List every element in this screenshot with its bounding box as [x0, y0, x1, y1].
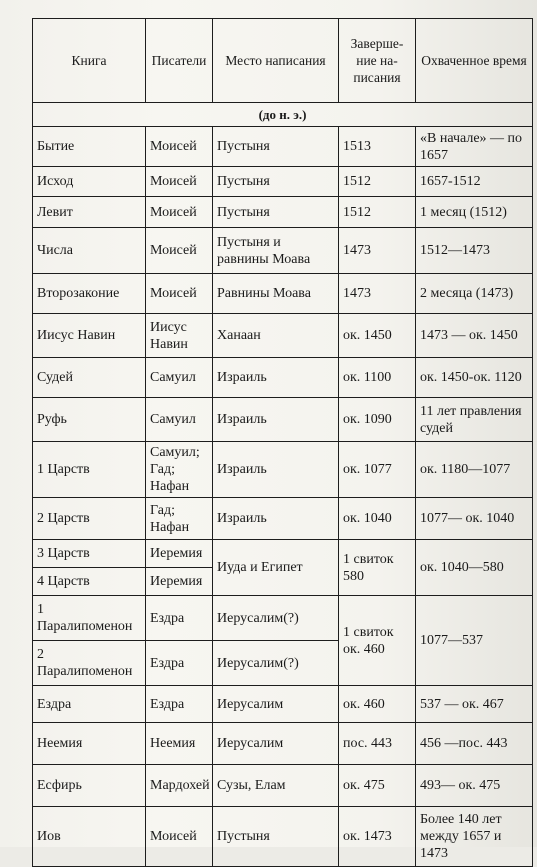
writer-cell: Ездра [146, 596, 213, 641]
place-cell: Пустыня [213, 127, 339, 167]
writer-cell: Самуил [146, 398, 213, 442]
period-cell: 456 —пос. 443 [416, 723, 533, 765]
place-cell: Иерусалим(?) [213, 641, 339, 686]
table-row [33, 765, 533, 807]
writer-cell: Моисей [146, 228, 213, 274]
book-cell: 4 Царств [33, 568, 146, 596]
completed-cell: 1 свиток ок. 460 [339, 596, 416, 686]
book-cell: Судей [33, 358, 146, 398]
book-cell: 2 Царств [33, 498, 146, 540]
period-cell: ок. 1180—1077 [416, 442, 533, 498]
place-cell: Сузы, Елам [213, 765, 339, 807]
book-cell: Числа [33, 228, 146, 274]
table-row [33, 398, 533, 442]
period-cell: 493— ок. 475 [416, 765, 533, 807]
writer-cell: Самуил; Гад; Нафан [146, 442, 213, 498]
completed-cell: ок. 475 [339, 765, 416, 807]
book-cell: 3 Царств [33, 540, 146, 568]
period-cell: 1 месяц (1512) [416, 197, 533, 228]
book-cell: Есфирь [33, 765, 146, 807]
completed-cell: пос. 443 [339, 723, 416, 765]
book-cell: Бытие [33, 127, 146, 167]
completed-cell: ок. 1040 [339, 498, 416, 540]
table-row [33, 442, 533, 498]
table-row [33, 167, 533, 197]
period-cell: ок. 1040—580 [416, 540, 533, 596]
place-cell: Израиль [213, 498, 339, 540]
completed-cell: 1473 [339, 274, 416, 314]
writer-cell: Моисей [146, 167, 213, 197]
place-cell: Иуда и Египет [213, 540, 339, 596]
book-cell: Исход [33, 167, 146, 197]
header-period: Охваченное время [416, 19, 533, 103]
period-cell: 2 месяца (1473) [416, 274, 533, 314]
book-cell: Неемия [33, 723, 146, 765]
table-row [33, 498, 533, 540]
bible-books-table [32, 18, 533, 867]
completed-cell: 1513 [339, 127, 416, 167]
period-cell: 1657-1512 [416, 167, 533, 197]
period-cell: Более 140 лет между 1657 и 1473 [416, 807, 533, 867]
header-place: Место написания [213, 19, 339, 103]
period-cell: 1077— ок. 1040 [416, 498, 533, 540]
place-cell: Иерусалим [213, 723, 339, 765]
header-book: Книга [33, 19, 146, 103]
book-cell: Второзаконие [33, 274, 146, 314]
writer-cell: Моисей [146, 274, 213, 314]
completed-cell: ок. 1077 [339, 442, 416, 498]
place-cell: Пустыня [213, 807, 339, 867]
table-row [33, 686, 533, 723]
completed-cell: 1512 [339, 197, 416, 228]
place-cell: Израиль [213, 442, 339, 498]
writer-cell: Неемия [146, 723, 213, 765]
place-cell: Пустыня и равнины Моава [213, 228, 339, 274]
place-cell: Пустыня [213, 197, 339, 228]
place-cell: Израиль [213, 398, 339, 442]
completed-cell: 1 свиток 580 [339, 540, 416, 596]
writer-cell: Моисей [146, 197, 213, 228]
place-cell: Иерусалим(?) [213, 596, 339, 641]
book-cell: 1 Царств [33, 442, 146, 498]
completed-cell: ок. 460 [339, 686, 416, 723]
completed-cell: ок. 1090 [339, 398, 416, 442]
header-writers: Писатели [146, 19, 213, 103]
completed-cell: ок. 1473 [339, 807, 416, 867]
writer-cell: Ездра [146, 641, 213, 686]
table-row [33, 127, 533, 167]
table-row [33, 314, 533, 358]
header-completed: Заверше-ние на-писания [339, 19, 416, 103]
writer-cell: Моисей [146, 127, 213, 167]
writer-cell: Ездра [146, 686, 213, 723]
period-cell: 537 — ок. 467 [416, 686, 533, 723]
book-cell: 1 Паралипоменон [33, 596, 146, 641]
era-row [33, 103, 533, 127]
table-row [33, 358, 533, 398]
book-cell: Ездра [33, 686, 146, 723]
era-label: (до н. э.) [33, 103, 533, 127]
header-row [33, 19, 533, 103]
period-cell: 1473 — ок. 1450 [416, 314, 533, 358]
completed-cell: ок. 1450 [339, 314, 416, 358]
period-cell: ок. 1450-ок. 1120 [416, 358, 533, 398]
book-cell: 2 Паралипоменон [33, 641, 146, 686]
table-row [33, 807, 533, 867]
table-row [33, 197, 533, 228]
period-cell: 1512—1473 [416, 228, 533, 274]
period-cell: 1077—537 [416, 596, 533, 686]
place-cell: Израиль [213, 358, 339, 398]
place-cell: Ханаан [213, 314, 339, 358]
table-row [33, 540, 533, 568]
writer-cell: Иисус Навин [146, 314, 213, 358]
completed-cell: 1473 [339, 228, 416, 274]
writer-cell: Гад; Нафан [146, 498, 213, 540]
book-cell: Левит [33, 197, 146, 228]
writer-cell: Иеремия [146, 540, 213, 568]
writer-cell: Моисей [146, 807, 213, 867]
table-row [33, 274, 533, 314]
period-cell: «В начале» — по 1657 [416, 127, 533, 167]
writer-cell: Самуил [146, 358, 213, 398]
completed-cell: 1512 [339, 167, 416, 197]
place-cell: Пустыня [213, 167, 339, 197]
writer-cell: Иеремия [146, 568, 213, 596]
place-cell: Равнины Моава [213, 274, 339, 314]
table-row [33, 596, 533, 641]
table-row [33, 723, 533, 765]
book-cell: Иов [33, 807, 146, 867]
table-row [33, 228, 533, 274]
period-cell: 11 лет правления судей [416, 398, 533, 442]
place-cell: Иерусалим [213, 686, 339, 723]
writer-cell: Мардохей [146, 765, 213, 807]
book-cell: Иисус Навин [33, 314, 146, 358]
completed-cell: ок. 1100 [339, 358, 416, 398]
book-cell: Руфь [33, 398, 146, 442]
